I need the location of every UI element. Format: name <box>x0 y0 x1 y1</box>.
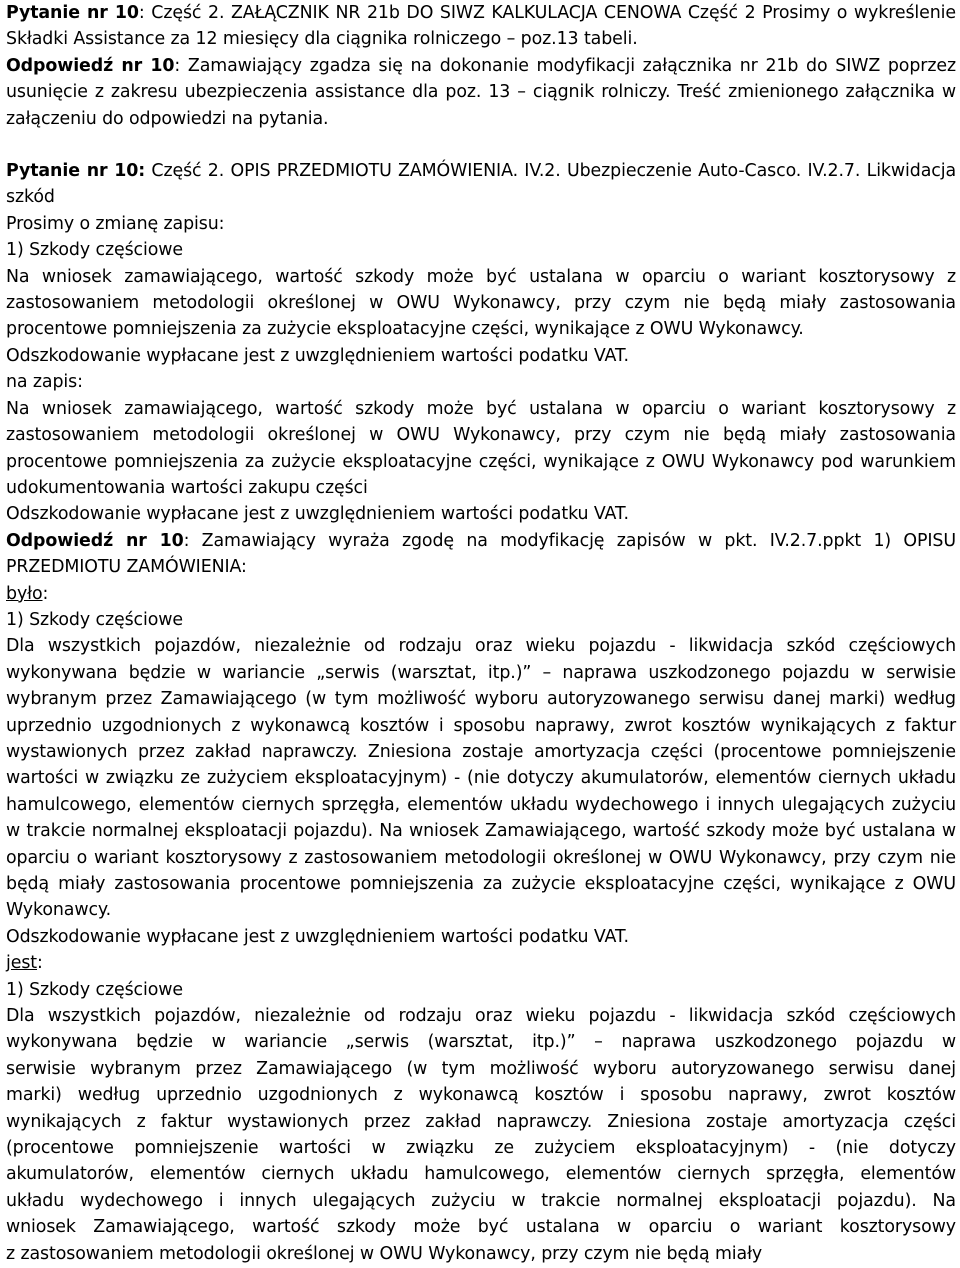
question-label: Pytanie nr 10: <box>6 161 146 182</box>
is-body-lines <box>6 1003 956 1267</box>
new-wording-paragraph: Na wniosek zamawiającego, wartość szkody może być ustalana w oparciu o wariant kosztorysowy z zastosowaniem metodologii określonej w OWU Wykonawcy, przy czym nie będą miały zastosowania procentowe pomniejszenia za zużycie eksploatacyjne części, wynikające z OWU Wykonawcy pod warunkiem udokumentowania wartości zakupu części <box>6 398 956 498</box>
answer-text: : Zamawiający zgadza się na dokonanie modyfikacji załącznika nr 21b do SIWZ poprzez usunięcie z zakresu ubezpieczenia assistance dla poz. 13 – ciągnik rolniczy. Treść zmienionego załącznika w załączeniu do odpowiedzi na pytania. <box>6 55 956 129</box>
is-colon: : <box>37 953 43 974</box>
question-paragraph-1 <box>6 0 956 53</box>
was-body-paragraph: Dla wszystkich pojazdów, niezależnie od rodzaju oraz wieku pojazdu - likwidacja szkód częściowych wykonywana będzie w wariancie „serwis (warsztat, itp.)” – naprawa uszkodzonego pojazdu w serwisie wybranym przez Zamawiającego (w tym możliwość wyboru autoryzowanego serwisu danej marki) według uprzednio uzgodnionych z wykonawcą kosztów i sposobu naprawy, zwrot kosztów wynikających z faktur wystawionych przez zakład naprawczy. Zniesiona zostaje amortyzacja części (procentowe pomniejszenie wartości w związku ze zużyciem eksploatacyjnym) - (nie dotyczy akumulatorów, elementów ciernych układu hamulcowego, elementów ciernych sprzęgła, elementów układu wydechowego i innych ulegających zużyciu w trakcie normalnej eksploatacji pojazdu). Na wniosek Zamawiającego, wartość szkody może być ustalana w oparciu o wariant kosztorysowy z zastosowaniem metodologii określonej w OWU Wykonawcy, przy czym nie będą miały zastosowania procentowe pomniejszenia za zużycie eksploatacyjne części, wynikające z OWU Wykonawcy. <box>6 636 956 921</box>
was-colon: : <box>42 583 49 604</box>
question-label: Pytanie nr 10 <box>6 3 139 23</box>
is-body-line: z zastosowaniem metodologii określonej w OWU Wykonawcy, przy czym nie będą miały <box>6 1243 763 1264</box>
old-wording-paragraph: Na wniosek zamawiającego, wartość szkody może być ustalana w oparciu o wariant kosztorysowy z zastosowaniem metodologii określonej w OWU Wykonawcy, przy czym nie będą miały zastosowania procentowe pomniejszenia za zużycie eksploatacyjne części, wynikające z OWU Wykonawcy. <box>6 266 956 340</box>
is-body-line: wykonywana będzie w wariancie „serwis (warsztat, itp.)” – naprawa uszkodzonego pojazdu w <box>6 1032 956 1053</box>
is-body-line: wynikających z faktur wystawionych przez zakład naprawczy. Zniesiona zostaje amortyzacja części <box>6 1111 956 1132</box>
item-heading: 1) Szkody częściowe <box>6 979 183 1000</box>
question-text: Część 2. OPIS PRZEDMIOTU ZAMÓWIENIA. IV.2. Ubezpieczenie Auto-Casco. IV.2.7. Likwidacja szkód <box>6 161 956 208</box>
vat-line: Odszkodowanie wypłacane jest z uwzględnieniem wartości podatku VAT. <box>6 926 629 947</box>
is-body-line: wniosek Zamawiającego, wartość szkody może być ustalana w oparciu o wariant kosztorysowy <box>6 1217 956 1238</box>
was-label-line <box>6 581 956 607</box>
is-body-line: akumulatorów, elementów ciernych układu hamulcowego, elementów ciernych sprzęgła, elementów <box>6 1164 956 1185</box>
is-body-line: serwisie wybranym przez Zamawiającego (w tym możliwość wyboru autoryzowanego serwisu danej <box>6 1058 956 1079</box>
answer-label: Odpowiedź nr 10 <box>6 530 184 551</box>
is-body-line: Dla wszystkich pojazdów, niezależnie od rodzaju oraz wieku pojazdu - likwidacja szkód częściowych <box>6 1006 956 1027</box>
spacer <box>6 132 956 158</box>
vat-line: Odszkodowanie wypłacane jest z uwzględnieniem wartości podatku VAT. <box>6 345 629 366</box>
request-line: Prosimy o zmianę zapisu: <box>6 213 225 234</box>
question-paragraph-2 <box>6 158 956 211</box>
document-body <box>6 0 956 1267</box>
vat-line: Odszkodowanie wypłacane jest z uwzględnieniem wartości podatku VAT. <box>6 504 629 525</box>
answer-paragraph-2 <box>6 528 956 581</box>
is-label-line <box>6 950 956 976</box>
item-heading: 1) Szkody częściowe <box>6 609 183 630</box>
answer-text: : Zamawiający wyraża zgodę na modyfikację zapisów w pkt. IV.2.7.ppkt 1) OPISU PRZEDMIOTU ZAMÓWIENIA: <box>6 530 957 578</box>
answer-paragraph-1 <box>6 53 956 132</box>
was-label: było <box>6 583 43 604</box>
is-label: jest <box>6 953 38 974</box>
answer-label: Odpowiedź nr 10 <box>6 55 175 76</box>
is-body-line: (procentowe pomniejszenie wartości w związku ze zużyciem eksploatacyjnym) - (nie dotyczy <box>6 1138 956 1159</box>
is-body-line: marki) według uprzednio uzgodnionych z wykonawcą kosztów i sposobu naprawy, zwrot kosztów <box>6 1085 956 1106</box>
question-text: : Część 2. ZAŁĄCZNIK NR 21b DO SIWZ KALKULACJA CENOWA Część 2 Prosimy o wykreślenie Składki Assistance za 12 miesięcy dla ciągnika rolniczego – poz.13 tabeli. <box>6 3 957 50</box>
is-body-line: układu wydechowego i innych ulegających zużyciu w trakcie normalnej eksploatacji pojazdu). Na <box>6 1190 956 1211</box>
to-label: na zapis: <box>6 372 83 393</box>
item-heading: 1) Szkody częściowe <box>6 240 183 261</box>
